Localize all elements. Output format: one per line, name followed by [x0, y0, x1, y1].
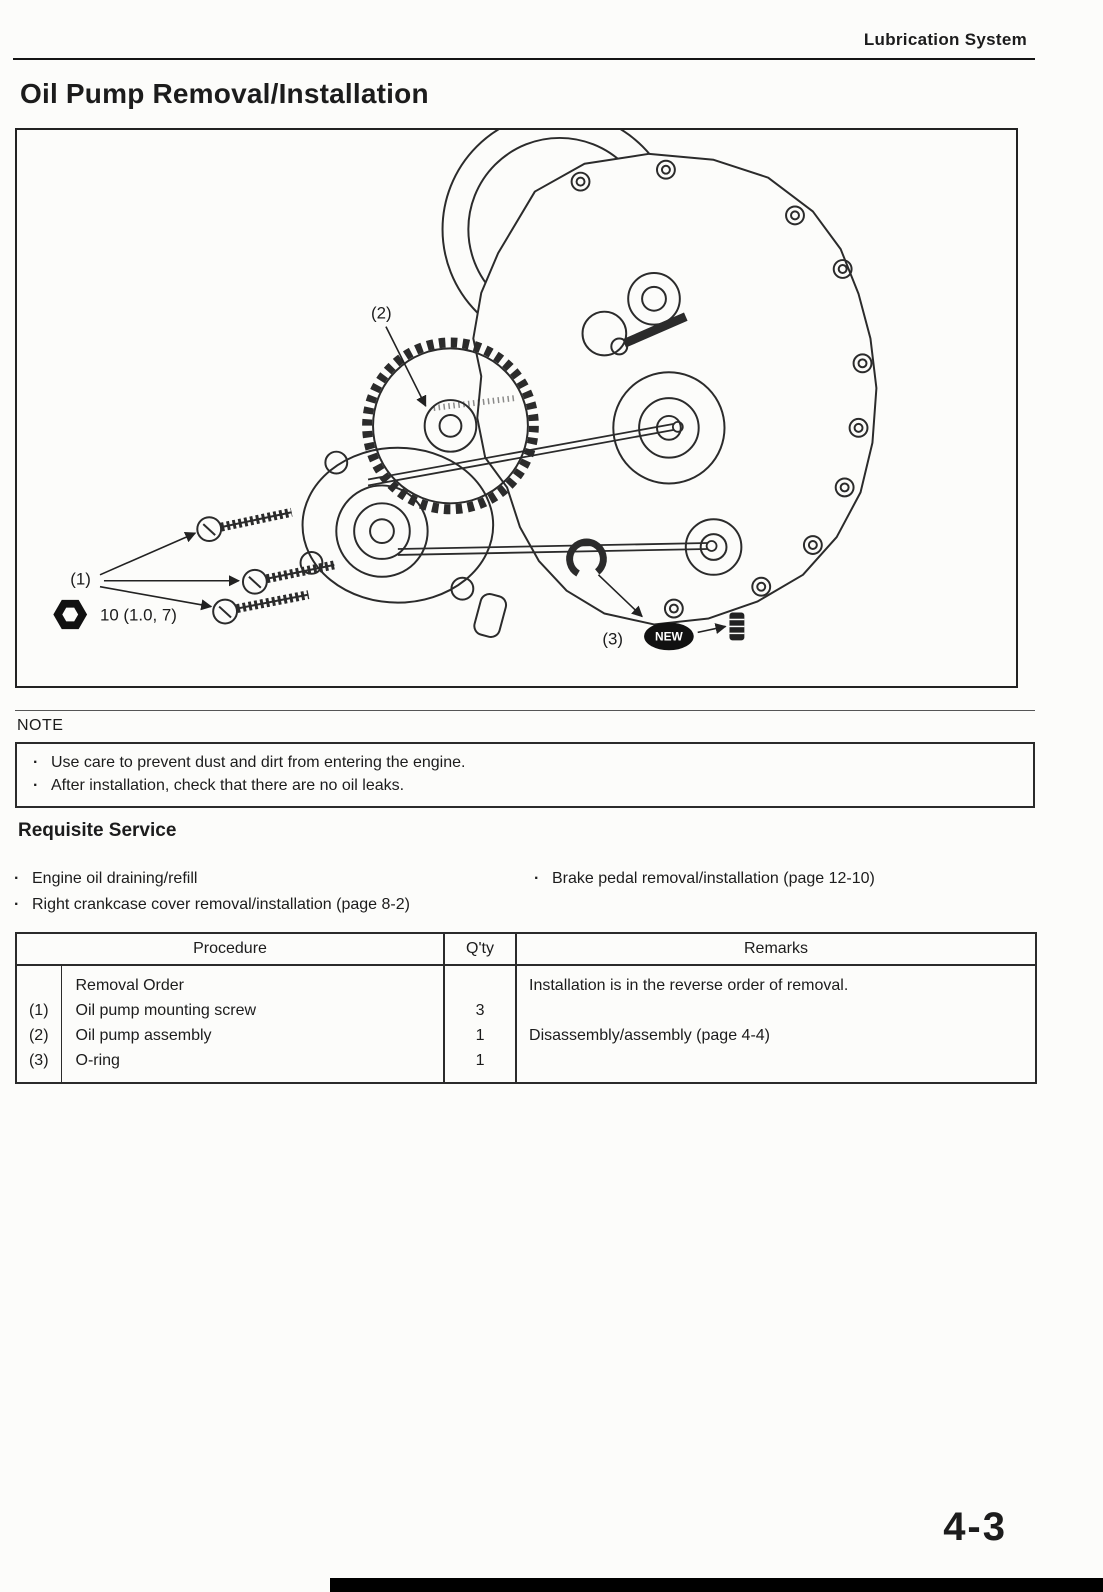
chapter-title: Lubrication System — [863, 30, 1027, 49]
screw-3 — [213, 595, 308, 624]
requisite-item-text: Engine oil draining/refill — [32, 870, 198, 887]
row-remarks — [516, 1049, 1036, 1083]
note-item-text: Use care to prevent dust and dirt from entering the engine. — [51, 754, 466, 771]
row-remarks: Disassembly/assembly (page 4-4) — [516, 1024, 1036, 1049]
column-header-remarks: Remarks — [516, 933, 1036, 965]
note-item — [29, 774, 1021, 797]
row-number — [16, 965, 61, 999]
callout-1-label: (1) — [70, 569, 91, 589]
row-remarks — [516, 999, 1036, 1024]
row-qty: 3 — [444, 999, 516, 1024]
torque-spec-label: 10 (1.0, 7) — [99, 605, 177, 625]
pump-body — [303, 448, 494, 603]
procedure-table — [15, 932, 1037, 1084]
column-header-procedure: Procedure — [16, 933, 444, 965]
requisite-service-heading: Requisite Service — [18, 820, 177, 841]
note-box — [15, 742, 1035, 808]
row-procedure: Oil pump assembly — [75, 1027, 212, 1044]
row-procedure: Removal Order — [75, 977, 184, 994]
row-qty: 1 — [444, 1049, 516, 1083]
crankcase-cover-drawing — [473, 154, 876, 625]
note-item — [29, 751, 1021, 774]
requisite-item — [10, 892, 530, 918]
note-heading: NOTE — [17, 717, 64, 734]
requisite-item — [530, 866, 1040, 892]
column-header-qty: Q'ty — [444, 933, 516, 965]
oil-pump-diagram — [17, 130, 1016, 686]
header-rule — [13, 58, 1035, 60]
requisite-left-column — [10, 866, 530, 918]
table-header-row — [16, 933, 1036, 965]
bottom-scan-bar — [330, 1578, 1103, 1592]
requisite-service-lists — [10, 866, 1040, 918]
table-row — [16, 999, 1036, 1024]
page-title: Oil Pump Removal/Installation — [20, 78, 429, 109]
requisite-right-column — [530, 866, 1040, 918]
small-part-drawing — [729, 613, 744, 641]
new-badge-label: NEW — [655, 629, 683, 644]
requisite-item-text: Right crankcase cover removal/installation (page 8-2) — [32, 896, 410, 913]
torque-callout — [53, 600, 177, 629]
table-row — [16, 1049, 1036, 1083]
exploded-view-figure — [15, 128, 1018, 688]
callout-2-label: (2) — [371, 303, 392, 323]
row-procedure: O-ring — [75, 1052, 120, 1069]
table-row — [16, 965, 1036, 999]
row-qty: 1 — [444, 1024, 516, 1049]
table-row — [16, 1024, 1036, 1049]
callout-3-label: (3) — [602, 629, 623, 649]
note-section — [15, 710, 1035, 808]
mounting-screws-drawing — [197, 512, 334, 623]
screw-1 — [197, 512, 291, 541]
row-qty — [444, 965, 516, 999]
row-number: (3) — [16, 1049, 61, 1083]
row-number: (2) — [16, 1024, 61, 1049]
screw-2 — [243, 565, 334, 594]
requisite-item-text: Brake pedal removal/installation (page 12-10) — [552, 870, 875, 887]
row-procedure: Oil pump mounting screw — [75, 1002, 257, 1019]
callout-1 — [70, 533, 239, 606]
requisite-item — [10, 866, 530, 892]
row-remarks: Installation is in the reverse order of removal. — [516, 965, 1036, 999]
page-number: 4-3 — [943, 1505, 1007, 1549]
row-number: (1) — [16, 999, 61, 1024]
note-item-text: After installation, check that there are no oil leaks. — [51, 777, 405, 794]
